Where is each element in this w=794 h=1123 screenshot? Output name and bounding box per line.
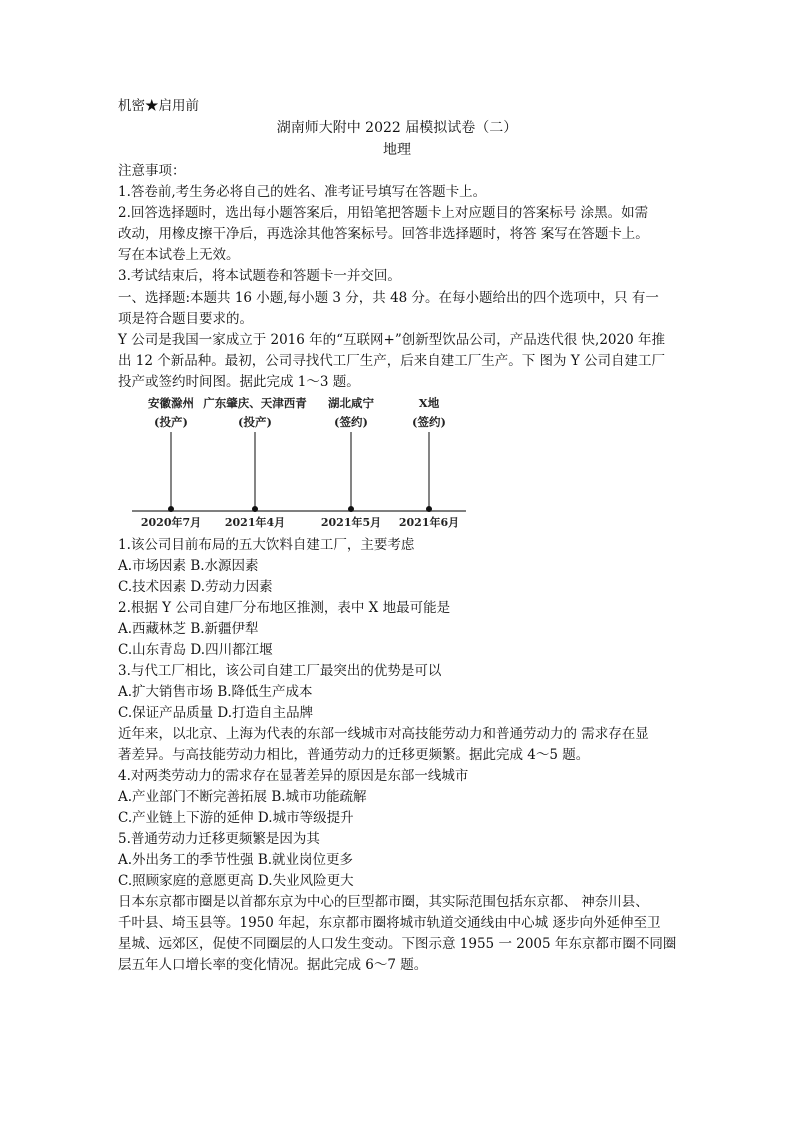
passage-line: 著差异。与高技能劳动力相比，普通劳动力的迁移更频繁。据此完成 4～5 题。 — [118, 747, 590, 763]
timeline-event-date: 2021年6月 — [398, 516, 460, 529]
timeline-event-dot — [252, 506, 258, 512]
notes-line: 写在本试卷上无效。 — [118, 247, 240, 263]
timeline-event-date: 2021年4月 — [224, 516, 286, 529]
passage-line: 日本东京都市圈是以首都东京为中心的巨型都市圈，其实际范围包括东京都、 神奈川县、 — [118, 894, 649, 910]
option-line: A.市场因素 B.水源因素 — [118, 558, 259, 574]
factory-timeline-figure — [130, 392, 470, 532]
notes-line: 改动，用橡皮擦干净后，再选涂其他答案标号。回答非选择题时，将答 案写在答题卡上。 — [118, 226, 649, 242]
option-line: C.保证产品质量 D.打造自主品牌 — [118, 705, 314, 721]
option-line: A.外出务工的季节性强 B.就业岗位更多 — [118, 852, 354, 868]
question-line: 4.对两类劳动力的需求存在显著差异的原因是东部一线城市 — [118, 768, 469, 784]
passage-line: 投产或签约时间图。据此完成 1～3 题。 — [118, 374, 360, 390]
section-intro-line: 一、选择题:本题共 16 小题,每小题 3 分，共 48 分。在每小题给出的四个选项中，只 有一 — [118, 290, 659, 306]
option-line: A.扩大销售市场 B.降低生产成本 — [118, 684, 313, 700]
section-intro-line: 项是符合题目要求的。 — [118, 311, 253, 327]
timeline-event-date: 2020年7月 — [140, 516, 202, 529]
passage-line: 千叶县、埼玉县等。1950 年起，东京都市圈将城市轨道交通线由中心城 逐步向外延伸至卫 — [118, 915, 661, 931]
notes-line: 3.考试结束后，将本试题卷和答题卡一并交回。 — [118, 268, 401, 284]
timeline-event-dot — [426, 506, 432, 512]
timeline-event-status: (投产) — [154, 415, 188, 429]
notes-line: 1.答卷前,考生务必将自己的姓名、准考证号填写在答题卡上。 — [118, 184, 487, 200]
timeline-event-place: X地 — [418, 396, 440, 410]
question-line: 5.普通劳动力迁移更频繁是因为其 — [118, 831, 320, 847]
passage-line: 近年来，以北京、上海为代表的东部一线城市对高技能劳动力和普通劳动力的 需求存在显 — [118, 726, 649, 742]
subject-title: 地理 — [383, 142, 411, 158]
timeline-event-status: (签约) — [412, 415, 446, 429]
timeline-event-dot — [168, 506, 174, 512]
question-line: 2.根据 Y 公司自建厂分布地区推测，表中 X 地最可能是 — [118, 600, 451, 616]
timeline-event-date: 2021年5月 — [320, 516, 382, 529]
timeline-event-place: 广东肇庆、天津西青 — [203, 396, 307, 410]
option-line: C.产业链上下游的延伸 D.城市等级提升 — [118, 810, 354, 826]
passage-line: 出 12 个新品种。最初，公司寻找代工厂生产，后来自建工厂生产。下 图为 Y 公司自建工厂 — [118, 353, 666, 369]
passage-line: 星城、远郊区，促使不同圈层的人口发生变动。下图示意 1955 一 2005 年东京都市圈不同圈 — [118, 936, 677, 952]
timeline-event-status: (签约) — [334, 415, 368, 429]
confidential-label: 机密★启用前 — [118, 98, 199, 114]
option-line: C.技术因素 D.劳动力因素 — [118, 579, 273, 595]
notes-heading: 注意事项： — [118, 163, 186, 179]
notes-line: 2.回答选择题时，选出每小题答案后，用铅笔把答题卡上对应题目的答案标号 涂黑。如需 — [118, 205, 649, 221]
question-line: 1.该公司目前布局的五大饮料自建工厂，主要考虑 — [118, 537, 415, 553]
question-line: 3.与代工厂相比，该公司自建工厂最突出的优势是可以 — [118, 663, 442, 679]
option-line: A.产业部门不断完善拓展 B.城市功能疏解 — [118, 789, 367, 805]
option-line: C.照顾家庭的意愿更高 D.失业风险更大 — [118, 873, 354, 889]
exam-title: 湖南师大附中 2022 届模拟试卷（二） — [276, 120, 518, 136]
timeline-event-place: 湖北咸宁 — [328, 396, 374, 410]
timeline-event-place: 安徽滁州 — [148, 396, 194, 410]
passage-line: 层五年人口增长率的变化情况。据此完成 6～7 题。 — [118, 957, 428, 973]
timeline-event-status: (投产) — [238, 415, 272, 429]
passage-line: Y 公司是我国一家成立于 2016 年的“互联网+”创新型饮品公司，产品迭代很 快,2020 年推 — [118, 332, 665, 348]
timeline-event-dot — [348, 506, 354, 512]
option-line: A.西藏林芝 B.新疆伊犁 — [118, 621, 259, 637]
option-line: C.山东青岛 D.四川都江堰 — [118, 642, 273, 658]
